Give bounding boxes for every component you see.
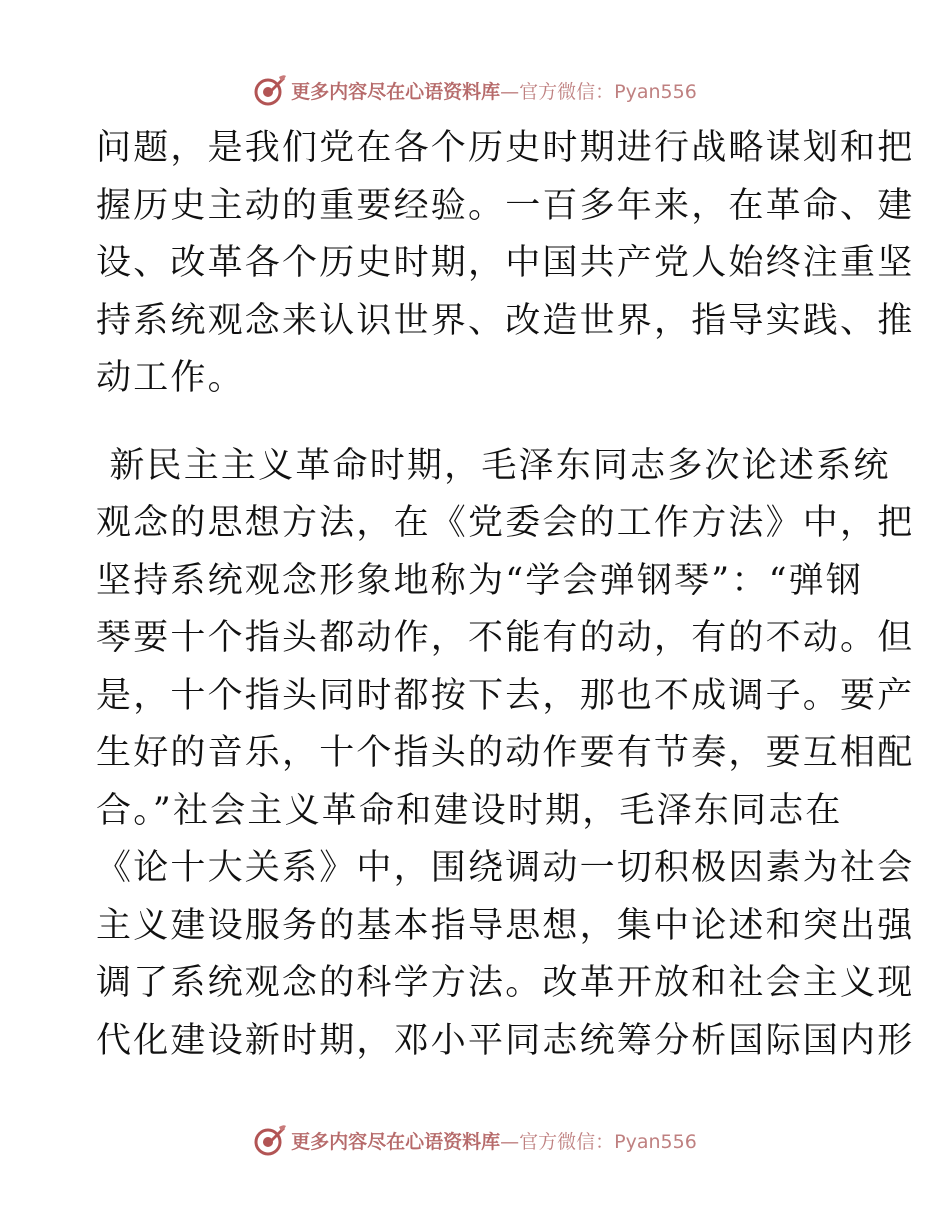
text-line: 合。”社会主义革命和建设时期，毛泽东同志在 [96,790,843,831]
text-line: 琴要十个指头都动作，不能有的动，有的不动。但 [96,618,915,658]
text-line: 持系统观念来认识世界、改造世界，指导实践、推 [96,300,915,341]
quill-logo-icon [253,1123,287,1157]
text-line: 《论十大关系》中，围绕调动一切积极因素为社会 [96,848,915,888]
text-line: 动工作。 [96,358,245,398]
text-line: 主义建设服务的基本指导思想，集中论述和突出强 [96,905,915,946]
text-line: 问题，是我们党在各个历史时期进行战略谋划和把 [96,128,915,168]
text-line: 握历史主动的重要经验。一百多年来，在革命、建 [96,185,915,226]
paragraph-2 [96,438,915,1071]
text-line: 坚持系统观念形象地称为“学会弹钢琴”：“弹钢 [96,560,864,601]
paragraph-1 [96,120,915,408]
document-body [96,120,915,1070]
text-line: 设、改革各个历史时期，中国共产党人始终注重坚 [96,243,915,283]
text-line: 是，十个指头同时都按下去，那也不成调子。要产 [96,675,915,716]
banner-wechat-text: —官方微信：Pyan556 [500,1130,697,1153]
paragraph-spacer [96,408,856,438]
banner-main-text: 更多内容尽在心语资料库 [291,1130,501,1153]
banner-main-text: 更多内容尽在心语资料库 [291,80,501,103]
banner-wechat-text: —官方微信：Pyan556 [500,80,697,103]
text-line: 代化建设新时期，邓小平同志统筹分析国际国内形 [96,1020,915,1061]
header-banner [0,70,950,110]
text-line: 新民主主义革命时期，毛泽东同志多次论述系统 [96,445,891,486]
quill-logo-icon [253,73,287,107]
text-line: 观念的思想方法，在《党委会的工作方法》中，把 [96,503,915,543]
footer-banner [0,1120,950,1160]
text-line: 调了系统观念的科学方法。改革开放和社会主义现 [96,963,915,1003]
text-line: 生好的音乐，十个指头的动作要有节奏，要互相配 [96,733,915,773]
